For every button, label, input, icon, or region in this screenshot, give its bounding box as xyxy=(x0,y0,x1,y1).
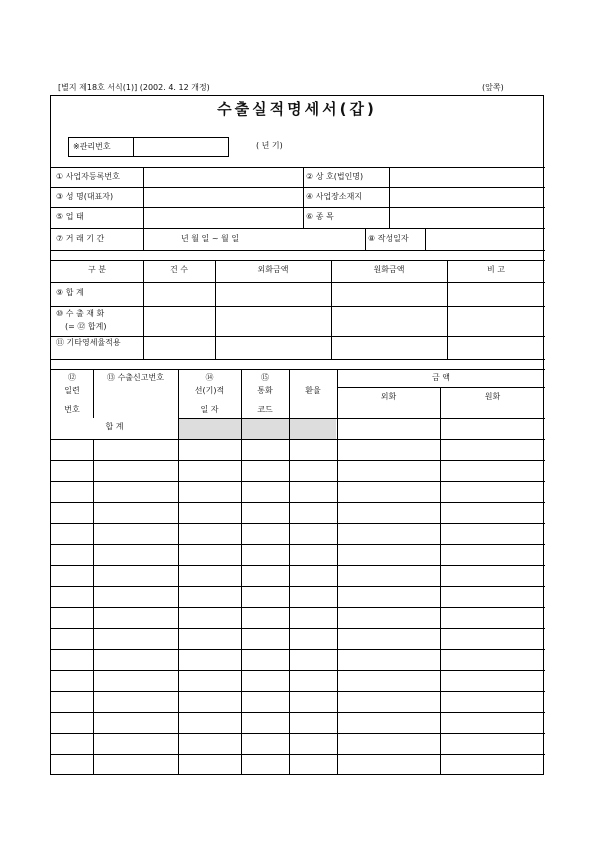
detail-header-currency-2: 코드 xyxy=(257,405,273,414)
table-row-line xyxy=(51,586,545,587)
detail-header-seq-num: ⑫ xyxy=(68,373,76,382)
trade-period-value[interactable]: 년 월 일 ~ 월 일 xyxy=(181,234,240,243)
detail-header-foreign: 외화 xyxy=(380,392,397,401)
management-number-field[interactable] xyxy=(134,138,228,156)
table-row-line xyxy=(51,607,545,608)
business-reg-no-label: ① 사업자등록번호 xyxy=(56,172,120,181)
detail-header-ship-2: 일 자 xyxy=(200,405,219,414)
company-name-label: ② 상 호(법인명) xyxy=(306,172,364,181)
summary-header-count: 건 수 xyxy=(170,265,188,274)
summary-header-remarks: 비 고 xyxy=(487,265,505,274)
representative-field[interactable] xyxy=(144,188,302,207)
table-row-line xyxy=(51,754,545,755)
table-row-line xyxy=(51,481,545,482)
business-item-field[interactable] xyxy=(390,208,544,227)
table-row-line xyxy=(51,670,545,671)
total-row-shaded xyxy=(179,419,336,439)
trade-period-label: ⑦ 거 래 기 간 xyxy=(56,234,105,243)
summary-row-export-label: ⑩ 수 출 재 화 xyxy=(56,309,105,318)
total-row-label: 합 계 xyxy=(105,422,124,431)
table-row-line xyxy=(51,460,545,461)
detail-header-won: 원화 xyxy=(484,392,501,401)
summary-header-won: 원화금액 xyxy=(373,265,405,274)
summary-row-total-label: ⑨ 합 계 xyxy=(56,288,84,297)
address-field[interactable] xyxy=(390,188,544,207)
table-row-line xyxy=(51,733,545,734)
detail-header-seq-1: 일련 xyxy=(64,386,80,395)
summary-row-export-sub: (= ⑫ 합계) xyxy=(65,322,107,331)
detail-header-ship-num: ⑭ xyxy=(205,373,214,382)
date-label: ⑧ 작성일자 xyxy=(368,234,409,243)
summary-row-other-label: ⑪ 기타영세율적용 xyxy=(56,338,121,347)
page-side-label: (앞쪽) xyxy=(482,83,504,92)
form-reference: [별지 제18호 서식(1)] (2002. 4. 12 개정) xyxy=(58,83,210,92)
table-row-line xyxy=(51,565,545,566)
business-reg-no-field[interactable] xyxy=(144,168,302,187)
business-item-label: ⑥ 종 목 xyxy=(306,212,334,221)
detail-header-declaration: ⑬ 수출신고번호 xyxy=(107,373,164,382)
form-title: 수출실적명세서(갑) xyxy=(217,100,377,118)
summary-header-foreign: 외화금액 xyxy=(257,265,289,274)
detail-header-currency-1: 통화 xyxy=(257,386,273,395)
date-field[interactable] xyxy=(426,229,544,249)
table-row-line xyxy=(51,628,545,629)
table-row-line xyxy=(51,544,545,545)
summary-header-category: 구 분 xyxy=(88,265,106,274)
table-row-line xyxy=(51,523,545,524)
management-number-label: ※관리번호 xyxy=(73,142,111,151)
detail-header-ship-1: 선(기)적 xyxy=(194,386,225,395)
table-row-line xyxy=(51,691,545,692)
table-row-line xyxy=(51,649,545,650)
table-row-line xyxy=(51,712,545,713)
table-row-line xyxy=(51,502,545,503)
period-label: ( 년 기) xyxy=(256,141,283,150)
address-label: ④ 사업장소재지 xyxy=(306,192,363,201)
business-type-label: ⑤ 업 태 xyxy=(56,212,84,221)
representative-label: ③ 성 명(대표자) xyxy=(56,192,114,201)
company-name-field[interactable] xyxy=(390,168,544,187)
detail-header-rate: 환율 xyxy=(305,386,321,395)
detail-header-amount: 금 액 xyxy=(432,373,450,382)
management-number-box xyxy=(68,137,229,157)
form-frame xyxy=(50,95,544,775)
business-type-field[interactable] xyxy=(144,208,302,227)
detail-header-currency-num: ⑮ xyxy=(261,373,269,382)
detail-header-seq-2: 번호 xyxy=(64,405,80,414)
